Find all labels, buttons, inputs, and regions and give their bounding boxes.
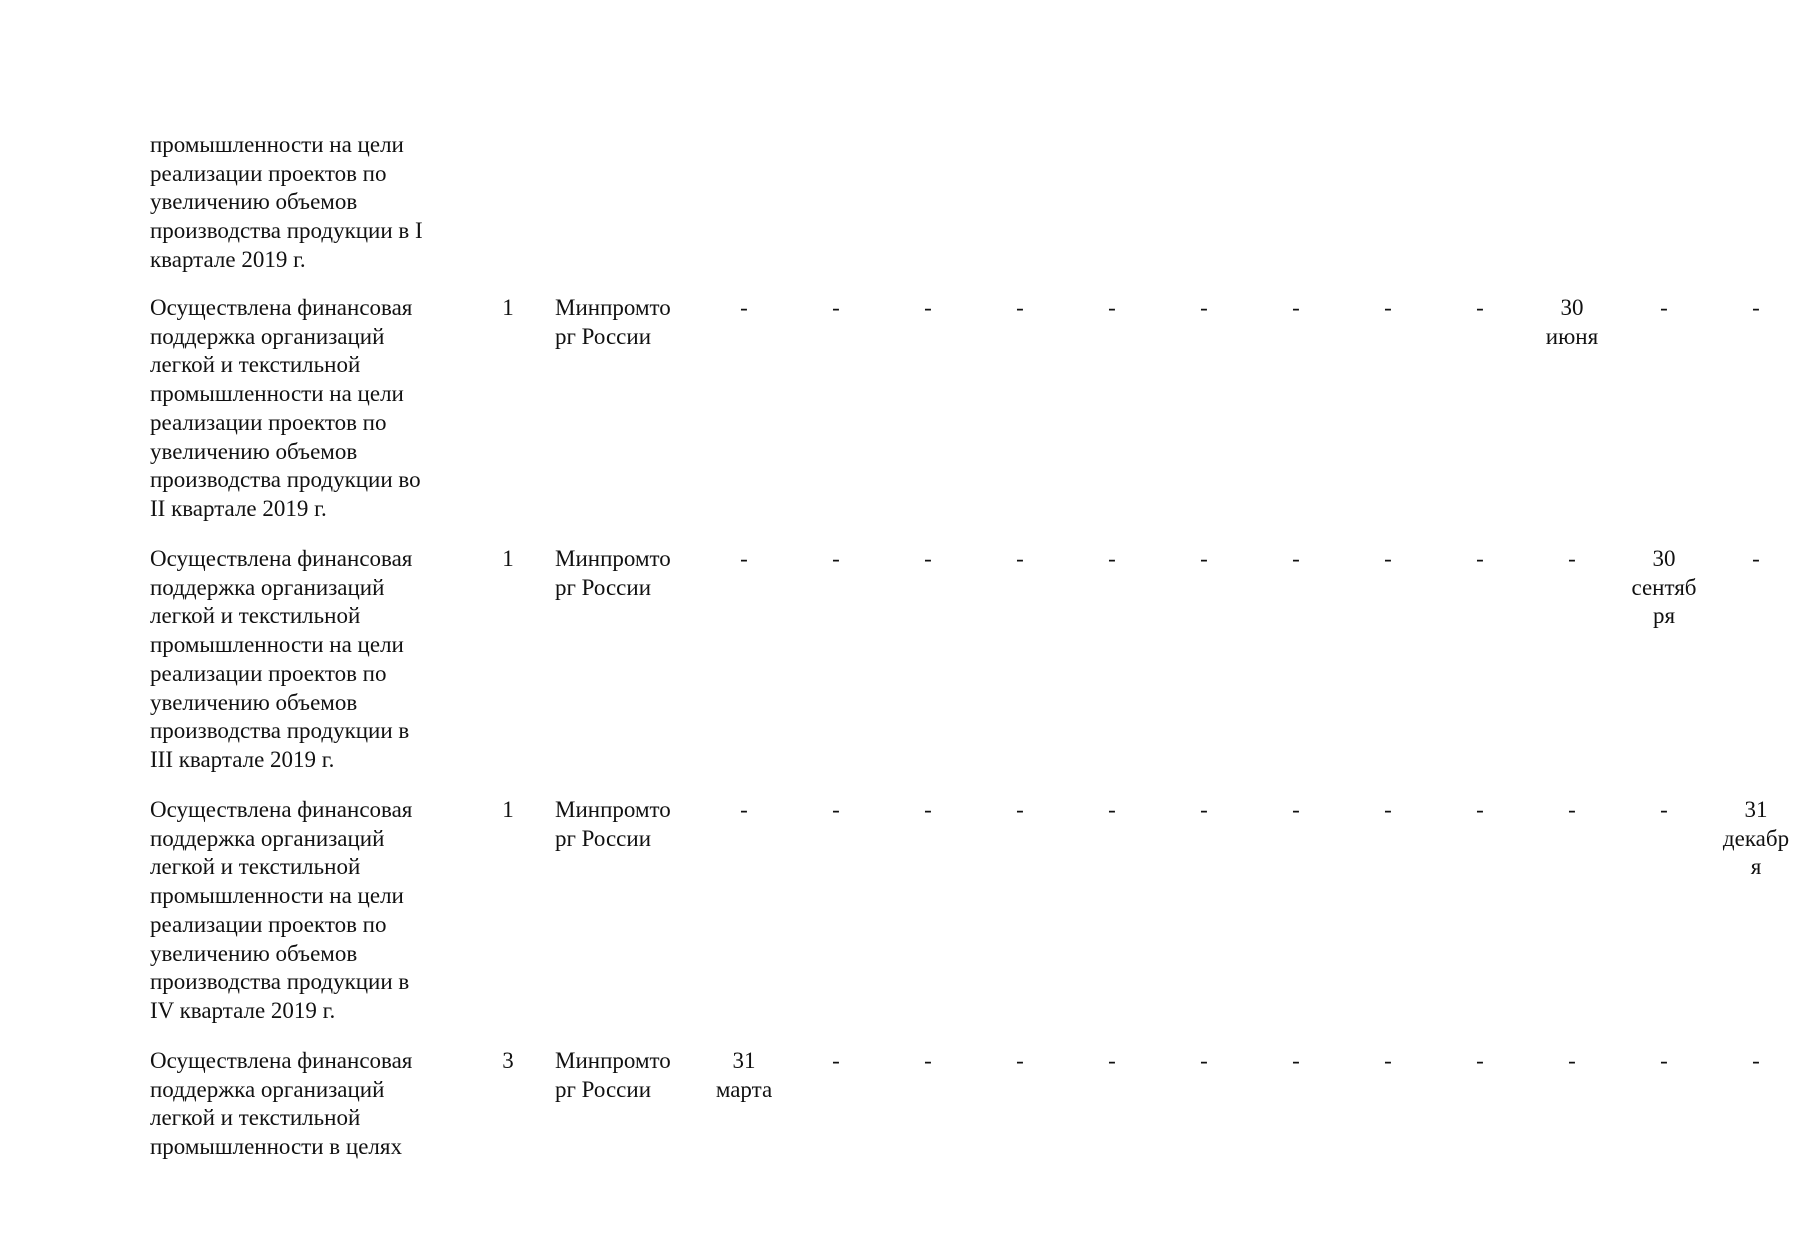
executor-line: Минпромто (555, 295, 671, 320)
date-value: - (1292, 797, 1300, 822)
date-value: - (740, 797, 748, 822)
executor-line: Минпромто (555, 797, 671, 822)
date-cell (1434, 796, 1526, 825)
date-value: - (1384, 1048, 1392, 1073)
date-value: - (1108, 295, 1116, 320)
row-executor (555, 545, 671, 602)
date-value: - (832, 546, 840, 571)
date-cell (1066, 294, 1158, 323)
date-value: - (1200, 797, 1208, 822)
date-cell (790, 796, 882, 825)
date-cell (1434, 1047, 1526, 1076)
row-executor (555, 1047, 671, 1104)
row-description (150, 1047, 460, 1162)
date-cell (974, 1047, 1066, 1076)
row-executor (555, 294, 671, 351)
date-value: - (1752, 546, 1760, 571)
description-line: легкой и текстильной (150, 1105, 361, 1131)
row-quantity: 3 (502, 1048, 514, 1073)
date-cell (1158, 1047, 1250, 1076)
date-cell (1342, 545, 1434, 574)
executor-line: рг России (555, 825, 652, 851)
date-value: - (1292, 295, 1300, 320)
date-cell (1434, 294, 1526, 323)
description-line: легкой и текстильной (150, 854, 361, 880)
description-line: легкой и текстильной (150, 352, 361, 378)
executor-line: рг России (555, 323, 652, 349)
description-line: промышленности в целях (150, 1134, 402, 1160)
date-value: - (1016, 546, 1024, 571)
row-description (150, 294, 460, 524)
date-cell (1710, 545, 1802, 574)
description-line: увеличению объемов (150, 940, 358, 966)
description-line: реализации проектов по (150, 160, 387, 186)
date-cell (1250, 294, 1342, 323)
date-value: декабр (1722, 825, 1790, 851)
date-value: - (1200, 546, 1208, 571)
date-value: 31 (1744, 797, 1768, 822)
date-cell (1342, 796, 1434, 825)
description-line: производства продукции в (150, 718, 410, 744)
description-line: Осуществлена финансовая (150, 295, 413, 320)
date-value: - (1292, 546, 1300, 571)
date-value: - (924, 546, 932, 571)
date-cell (882, 545, 974, 574)
description-line: производства продукции во (150, 467, 421, 493)
date-value: - (1384, 295, 1392, 320)
row-executor (555, 796, 671, 853)
executor-line: рг России (555, 574, 652, 600)
date-value: ря (1652, 603, 1676, 629)
date-value: - (1016, 797, 1024, 822)
date-cell (1250, 1047, 1342, 1076)
date-cell (1342, 1047, 1434, 1076)
date-value: 31 (732, 1048, 756, 1073)
description-line: поддержка организаций (150, 574, 385, 600)
date-value: - (740, 546, 748, 571)
row-quantity: 1 (502, 295, 514, 320)
date-value: - (1752, 295, 1760, 320)
date-cell (1618, 796, 1710, 825)
date-value: - (1200, 295, 1208, 320)
date-value: - (1660, 1048, 1668, 1073)
date-cell (882, 1047, 974, 1076)
date-cell (698, 796, 790, 825)
date-value: 30 (1560, 295, 1584, 320)
date-cell (1710, 796, 1802, 882)
row-description (150, 131, 460, 275)
date-value: марта (715, 1076, 773, 1102)
date-cell (1526, 545, 1618, 574)
date-value: - (832, 295, 840, 320)
executor-line: Минпромто (555, 546, 671, 571)
description-line: поддержка организаций (150, 1076, 385, 1102)
date-value: - (1660, 797, 1668, 822)
date-value: сентяб (1631, 574, 1697, 600)
row-description (150, 796, 460, 1026)
date-value: - (1476, 295, 1484, 320)
date-cell (698, 1047, 790, 1104)
date-cell (1526, 294, 1618, 351)
description-line: промышленности на цели (150, 632, 404, 658)
date-cell (1618, 545, 1710, 631)
description-line: реализации проектов по (150, 911, 387, 937)
date-cell (698, 545, 790, 574)
date-value: - (1108, 546, 1116, 571)
description-line: III квартале 2019 г. (150, 746, 335, 772)
date-cell (790, 1047, 882, 1076)
date-cell (1618, 294, 1710, 323)
description-line: промышленности на цели (150, 883, 404, 909)
date-value: - (1660, 295, 1668, 320)
date-cell (1250, 796, 1342, 825)
description-line: квартале 2019 г. (150, 246, 306, 272)
date-cell (1710, 1047, 1802, 1076)
description-line: Осуществлена финансовая (150, 546, 413, 571)
description-line: Осуществлена финансовая (150, 1048, 413, 1073)
description-line: реализации проектов по (150, 409, 387, 435)
date-value: - (1384, 546, 1392, 571)
description-line: промышленности на цели (150, 381, 404, 407)
description-line: поддержка организаций (150, 323, 385, 349)
row-quantity: 1 (502, 797, 514, 822)
date-cell (974, 545, 1066, 574)
date-cell (1434, 545, 1526, 574)
description-line: производства продукции в I (150, 218, 423, 244)
date-value: - (924, 1048, 932, 1073)
description-line: легкой и текстильной (150, 603, 361, 629)
date-value: - (832, 1048, 840, 1073)
date-value: - (1476, 546, 1484, 571)
date-cell (1618, 1047, 1710, 1076)
description-line: IV квартале 2019 г. (150, 997, 336, 1023)
date-cell (974, 796, 1066, 825)
date-value: - (1016, 295, 1024, 320)
date-value: - (924, 797, 932, 822)
date-value: - (1568, 546, 1576, 571)
date-value: - (1108, 1048, 1116, 1073)
date-cell (1342, 294, 1434, 323)
executor-line: рг России (555, 1076, 652, 1102)
date-value: - (924, 295, 932, 320)
date-cell (790, 294, 882, 323)
date-value: 30 (1652, 546, 1676, 571)
row-quantity: 1 (502, 546, 514, 571)
description-line: II квартале 2019 г. (150, 495, 327, 521)
date-value: - (1476, 1048, 1484, 1073)
date-cell (1066, 796, 1158, 825)
executor-line: Минпромто (555, 1048, 671, 1073)
description-line: увеличению объемов (150, 438, 358, 464)
date-value: - (1384, 797, 1392, 822)
date-value: - (1752, 1048, 1760, 1073)
date-cell (698, 294, 790, 323)
date-cell (790, 545, 882, 574)
date-value: - (1016, 1048, 1024, 1073)
date-value: я (1750, 854, 1762, 880)
date-cell (882, 796, 974, 825)
date-cell (882, 294, 974, 323)
date-cell (1710, 294, 1802, 323)
date-value: - (1568, 797, 1576, 822)
date-value: июня (1545, 323, 1599, 349)
date-cell (1066, 1047, 1158, 1076)
description-line: увеличению объемов (150, 189, 358, 215)
description-line: промышленности на цели (150, 132, 404, 157)
date-value: - (1200, 1048, 1208, 1073)
date-value: - (1292, 1048, 1300, 1073)
description-line: Осуществлена финансовая (150, 797, 413, 822)
date-cell (1158, 294, 1250, 323)
date-cell (1158, 545, 1250, 574)
date-value: - (1108, 797, 1116, 822)
description-line: поддержка организаций (150, 825, 385, 851)
date-value: - (1476, 797, 1484, 822)
description-line: производства продукции в (150, 969, 410, 995)
date-cell (974, 294, 1066, 323)
date-cell (1158, 796, 1250, 825)
date-cell (1526, 796, 1618, 825)
date-value: - (832, 797, 840, 822)
date-cell (1250, 545, 1342, 574)
date-value: - (1568, 1048, 1576, 1073)
date-cell (1526, 1047, 1618, 1076)
description-line: увеличению объемов (150, 689, 358, 715)
description-line: реализации проектов по (150, 660, 387, 686)
row-description (150, 545, 460, 775)
date-cell (1066, 545, 1158, 574)
date-value: - (740, 295, 748, 320)
